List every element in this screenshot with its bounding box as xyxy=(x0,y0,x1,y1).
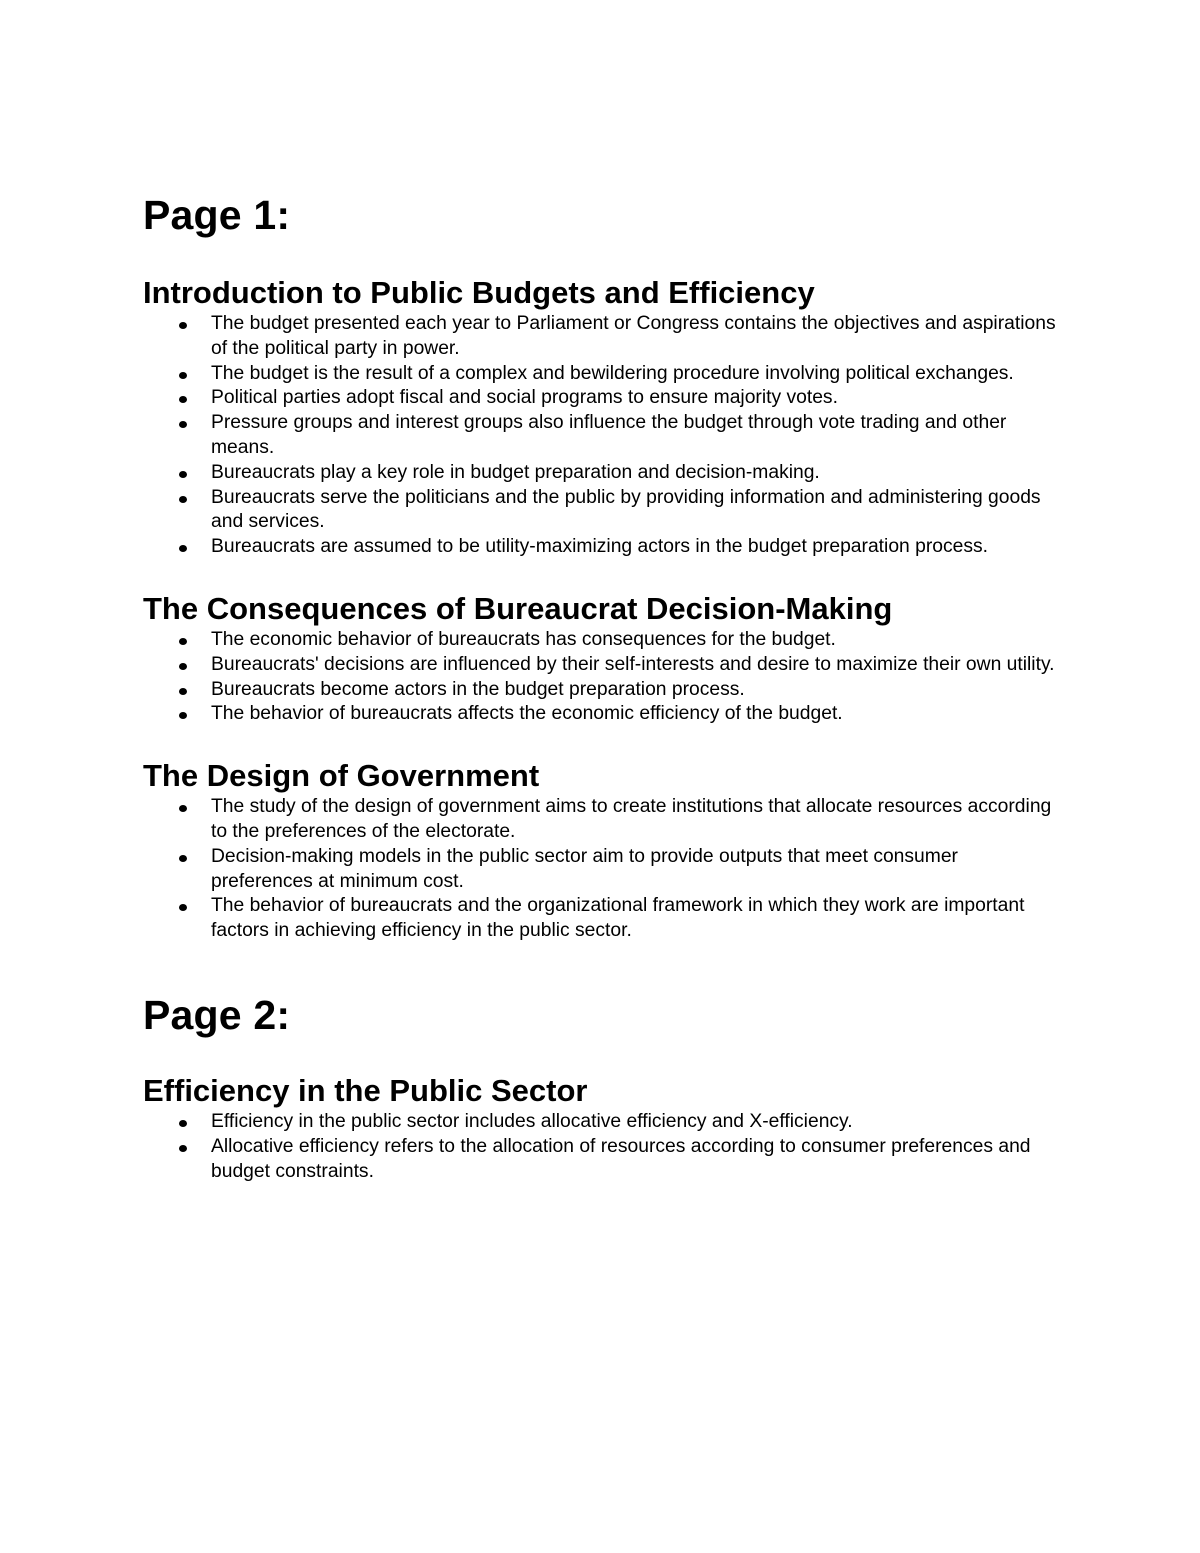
bullet-icon xyxy=(179,471,187,478)
list-item-text: Bureaucrats' decisions are influenced by their self-interests and desire to maximize their own utility. xyxy=(211,653,1055,675)
list-item xyxy=(143,795,1063,845)
list-item xyxy=(143,678,1063,703)
list-item xyxy=(143,845,1063,895)
list-item xyxy=(143,312,1063,362)
list-item-text: Bureaucrats are assumed to be utility-maximizing actors in the budget preparation process. xyxy=(211,536,988,558)
bullet-icon xyxy=(179,904,187,911)
list-item xyxy=(143,386,1063,411)
list-item-text: Allocative efficiency refers to the allocation of resources according to consumer preferences and budget constraints. xyxy=(211,1135,1031,1182)
list-item-text: Bureaucrats become actors in the budget preparation process. xyxy=(211,678,745,700)
bullet-icon xyxy=(179,322,187,329)
section-title-design-of-government: The Design of Government xyxy=(143,758,540,794)
bullet-icon xyxy=(179,805,187,812)
list-item xyxy=(143,653,1063,678)
bullet-icon xyxy=(179,545,187,552)
section-title-efficiency: Efficiency in the Public Sector xyxy=(143,1072,588,1108)
bullet-list-introduction xyxy=(143,312,1063,560)
list-item xyxy=(143,461,1063,486)
list-item-text: The budget is the result of a complex and bewildering procedure involving political exchanges. xyxy=(211,362,1014,384)
bullet-list-consequences xyxy=(143,628,1063,727)
list-item xyxy=(143,411,1063,461)
list-item xyxy=(143,628,1063,653)
list-item-text: The behavior of bureaucrats and the organizational framework in which they work are important factors in achieving efficiency in the public sector. xyxy=(211,895,1025,942)
bullet-icon xyxy=(179,688,187,695)
bullet-list-efficiency xyxy=(143,1110,1063,1184)
bullet-icon xyxy=(179,421,187,428)
list-item xyxy=(143,1110,1063,1135)
section-title-consequences: The Consequences of Bureaucrat Decision-Making xyxy=(143,590,893,626)
bullet-list-design-of-government xyxy=(143,795,1063,944)
section-title-introduction: Introduction to Public Budgets and Efficiency xyxy=(143,275,815,310)
list-item-text: Pressure groups and interest groups also influence the budget through vote trading and other means. xyxy=(211,412,1007,458)
list-item xyxy=(143,894,1063,944)
bullet-icon xyxy=(179,855,187,862)
list-item xyxy=(143,1135,1063,1185)
list-item xyxy=(143,486,1063,536)
list-item-text: Decision-making models in the public sector aim to provide outputs that meet consumer preferences at minimum cost. xyxy=(211,845,958,892)
list-item xyxy=(143,362,1063,387)
page-heading-1: Page 1: xyxy=(143,192,291,238)
bullet-icon xyxy=(179,396,187,403)
document-body xyxy=(143,188,1063,1184)
bullet-icon xyxy=(179,1120,187,1127)
bullet-icon xyxy=(179,1145,187,1152)
list-item-text: Bureaucrats serve the politicians and the public by providing information and administering goods and services. xyxy=(211,486,1041,533)
list-item-text: The study of the design of government aims to create institutions that allocate resources according to the preferences of the electorate. xyxy=(211,796,1052,842)
bullet-icon xyxy=(179,712,187,719)
list-item-text: The economic behavior of bureaucrats has consequences for the budget. xyxy=(211,628,836,650)
page-heading-2: Page 2: xyxy=(143,991,291,1038)
bullet-icon xyxy=(179,372,187,379)
list-item-text: Bureaucrats play a key role in budget preparation and decision-making. xyxy=(211,461,820,483)
bullet-icon xyxy=(179,638,187,645)
list-item-text: Efficiency in the public sector includes allocative efficiency and X-efficiency. xyxy=(211,1110,853,1132)
list-item-text: Political parties adopt fiscal and social programs to ensure majority votes. xyxy=(211,387,838,409)
bullet-icon xyxy=(179,496,187,503)
list-item xyxy=(143,702,1063,727)
list-item-text: The behavior of bureaucrats affects the economic efficiency of the budget. xyxy=(211,703,843,725)
list-item xyxy=(143,535,1063,560)
list-item-text: The budget presented each year to Parliament or Congress contains the objectives and aspirations of the political party in power. xyxy=(211,313,1056,359)
bullet-icon xyxy=(179,663,187,670)
